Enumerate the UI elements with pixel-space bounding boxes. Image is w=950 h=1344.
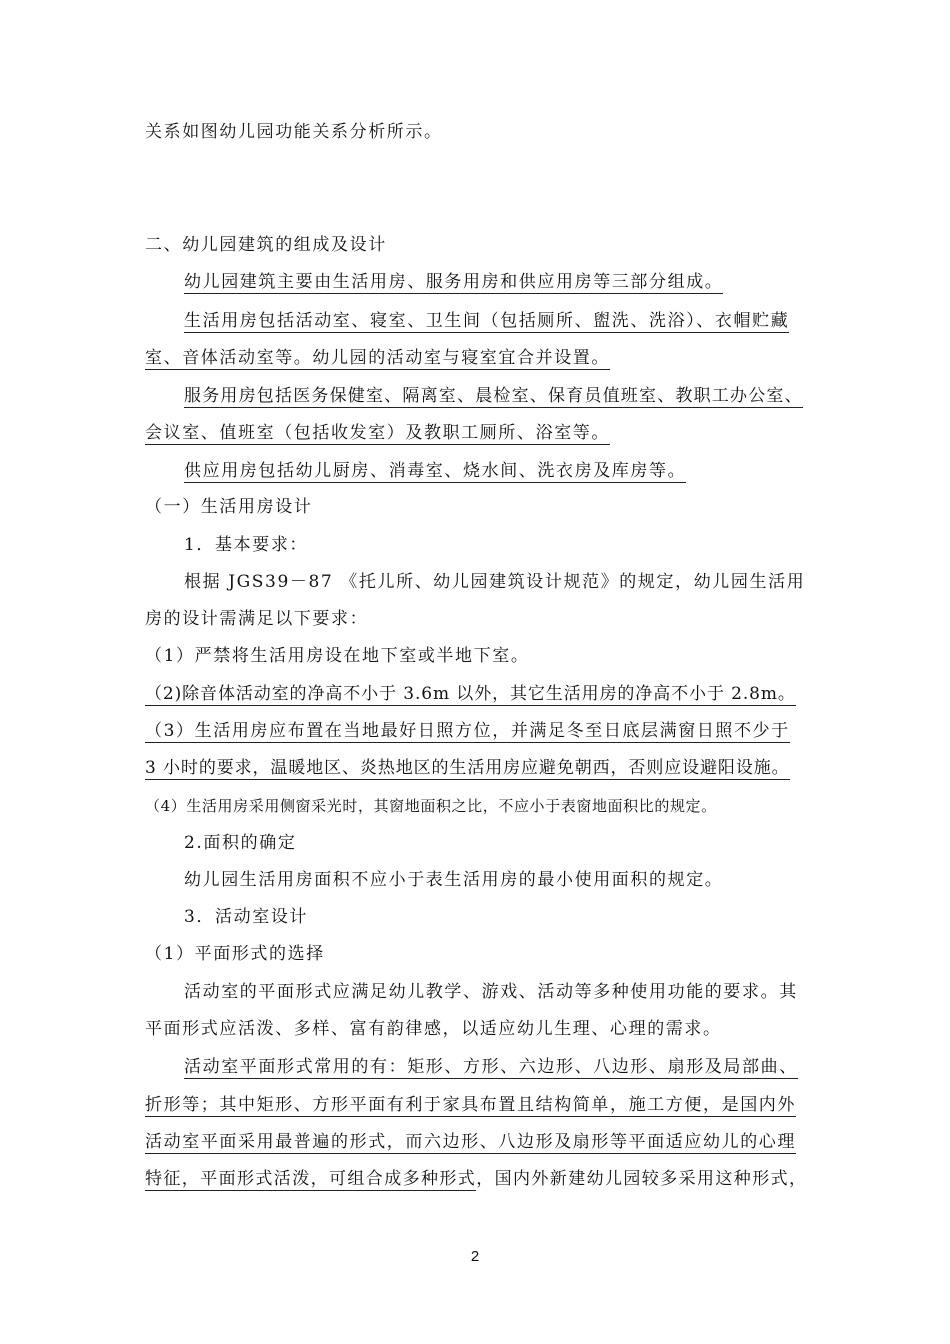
paragraph-line: 根据 JGS39－87 《托儿所、幼儿园建筑设计规范》的规定，幼儿园生活用 — [184, 572, 806, 592]
list-item — [145, 720, 790, 742]
underlined-text: 服务用房包括医务保健室、隔离室、晨检室、保育员值班室、教职工办公室、 — [184, 386, 803, 406]
paragraph-line — [145, 347, 610, 369]
paragraph-line: 关系如图幼儿园功能关系分析所示。 — [145, 122, 443, 142]
underlined-text: （3）生活用房应布置在当地最好日照方位，并满足冬至日底层满窗日照不少于 — [145, 721, 790, 741]
item-heading: （1）平面形式的选择 — [145, 944, 325, 964]
paragraph-line — [184, 460, 686, 482]
section-heading: 二、幼儿园建筑的组成及设计 — [145, 235, 387, 255]
underlined-text: 供应用房包括幼儿厨房、消毒室、烧水间、洗衣房及库房等。 — [184, 461, 687, 481]
subsection-heading: （一）生活用房设计 — [145, 497, 313, 517]
paragraph-line: 平面形式应活泼、多样、富有韵律感，以适应幼儿生理、心理的需求。 — [145, 1019, 722, 1039]
item-heading: 3．活动室设计 — [184, 907, 309, 927]
paragraph-line — [184, 310, 789, 332]
paragraph-line — [184, 1056, 798, 1078]
paragraph-line: 房的设计需满足以下要求： — [145, 609, 369, 629]
underlined-text: 室、音体活动室等。幼儿园的活动室与寝室宜合并设置。 — [145, 348, 610, 368]
underlined-text: 特征，平面形式活泼，可组合成多种形式 — [145, 1169, 477, 1189]
list-item: （4）生活用房采用侧窗采光时，其窗地面积之比，不应小于表窗地面积比的规定。 — [145, 797, 717, 815]
paragraph-line: 幼儿园生活用房面积不应小于表生活用房的最小使用面积的规定。 — [184, 870, 724, 890]
underlined-text: 活动室平面形式常用的有：矩形、方形、六边形、八边形、扇形及局部曲、 — [184, 1057, 798, 1077]
item-heading: 1．基本要求： — [184, 535, 309, 555]
plain-text: ，国内外新建幼儿园较多采用这种形式， — [476, 1169, 808, 1189]
list-item — [145, 757, 790, 779]
paragraph-line — [145, 1131, 796, 1153]
paragraph-line — [184, 385, 803, 407]
paragraph-line — [145, 422, 610, 444]
page-number: 2 — [470, 1248, 480, 1265]
underlined-text: 3 小时的要求，温暖地区、炎热地区的生活用房应避免朝西，否则应设避阳设施。 — [145, 758, 790, 778]
underlined-text: 会议室、值班室（包括收发室）及教职工厕所、浴室等。 — [145, 423, 610, 443]
paragraph-line — [145, 1094, 796, 1116]
underlined-text: 生活用房包括活动室、寝室、卫生间（包括厕所、盥洗、洗浴）、衣帽贮藏 — [184, 311, 790, 331]
underlined-text: 活动室平面采用最普遍的形式，而六边形、八边形及扇形等平面适应幼儿的心理 — [145, 1132, 796, 1152]
underlined-text: （2)除音体活动室的净高不小于 3.6m 以外，其它生活用房的净高不小于 2.8m。 — [145, 684, 796, 704]
paragraph-line — [184, 271, 723, 293]
list-item: （1）严禁将生活用房设在地下室或半地下室。 — [145, 646, 530, 666]
paragraph-line — [145, 1168, 807, 1190]
list-item — [145, 683, 796, 705]
paragraph-line: 活动室的平面形式应满足幼儿教学、游戏、活动等多种使用功能的要求。其 — [184, 982, 798, 1002]
underlined-text: 折形等；其中矩形、方形平面有利于家具布置且结构简单，施工方便，是国内外 — [145, 1095, 796, 1115]
item-heading: 2.面积的确定 — [184, 833, 297, 853]
underlined-text: 幼儿园建筑主要由生活用房、服务用房和供应用房等三部分组成。 — [184, 272, 724, 292]
